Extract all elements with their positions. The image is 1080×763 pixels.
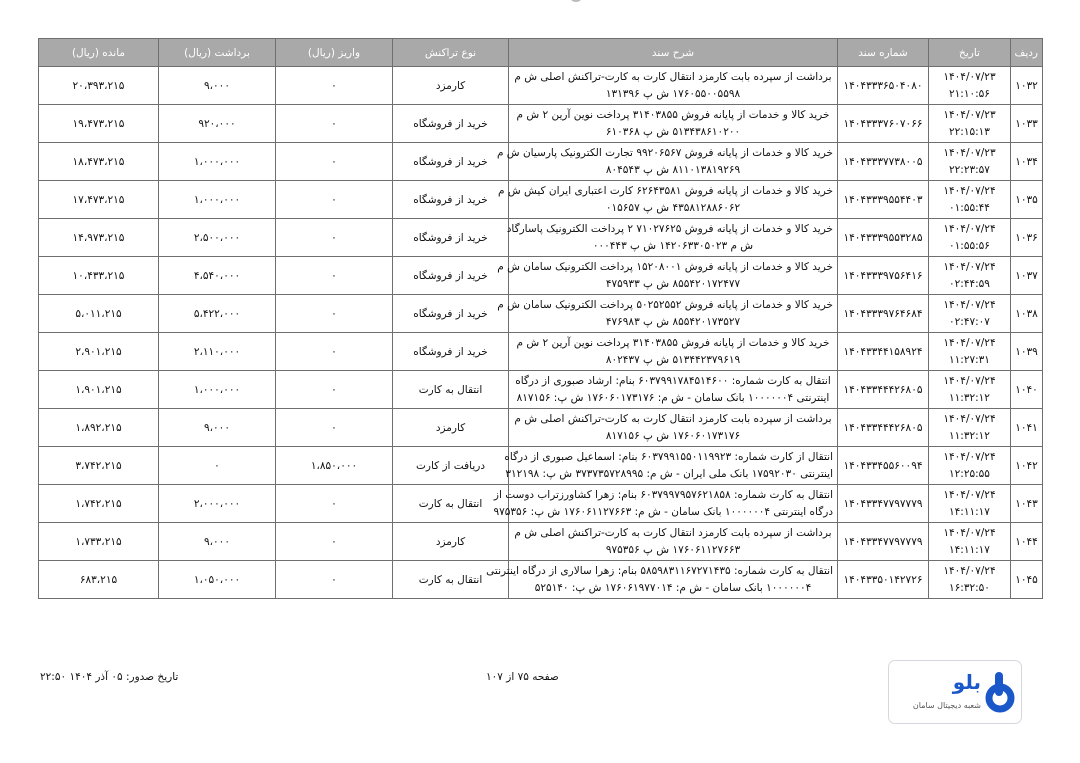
cell-date-day: ۱۴۰۴/۰۷/۲۴ xyxy=(943,450,996,463)
page-number: صفحه ۷۵ از ۱۰۷ xyxy=(486,671,559,683)
cell-date-time: ۲۲:۱۵:۱۳ xyxy=(949,125,990,138)
cell-date xyxy=(929,67,1011,105)
cell-date-time: ۱۴:۱۱:۱۷ xyxy=(949,543,990,556)
cell-tx-type: کارمزد xyxy=(393,67,509,105)
cell-row-number: ۱۰۳۳ xyxy=(1011,105,1043,143)
cell-description-line2: اینترنتی ۱۷۵۹۲۰۳۰ بانک ملی ایران - ش م: ۳۷۳۷۳۵۷۲۸۹۹۵ ش پ: ۳۱۲۱۹۸ xyxy=(505,467,833,480)
cell-deposit: ۰ xyxy=(276,295,393,333)
cell-doc-number: ۱۴۰۴۳۳۵۰۱۴۲۷۲۶ xyxy=(838,561,929,599)
cell-balance: ۱،۹۰۱،۲۱۵ xyxy=(39,371,159,409)
cell-description-line2: ۸۵۵۴۲۰۱۷۳۵۲۷ ش پ ۴۷۶۹۸۳ xyxy=(605,315,741,328)
cell-doc-number: ۱۴۰۴۳۳۳۹۵۵۳۲۸۵ xyxy=(838,219,929,257)
cell-withdrawal: ۲،۵۰۰،۰۰۰ xyxy=(159,219,276,257)
cell-withdrawal: ۴،۵۴۰،۰۰۰ xyxy=(159,257,276,295)
cell-tx-type: خرید از فروشگاه xyxy=(393,181,509,219)
cell-balance: ۱۷،۴۷۳،۲۱۵ xyxy=(39,181,159,219)
cell-description xyxy=(496,143,838,181)
header-date: تاریخ xyxy=(929,39,1011,67)
cell-description-line2: ۸۱۱۰۱۳۸۱۹۲۶۹ ش پ ۸۰۴۵۴۳ xyxy=(605,163,741,176)
table-row xyxy=(39,219,1043,257)
cell-description xyxy=(509,409,838,447)
cell-row-number: ۱۰۴۲ xyxy=(1011,447,1043,485)
table-row xyxy=(39,105,1043,143)
cell-description-line2: ۵۱۳۴۳۸۶۱۰۲۰۰ ش پ ۶۱۰۳۶۸ xyxy=(605,125,741,138)
cell-balance: ۳،۷۴۲،۲۱۵ xyxy=(39,447,159,485)
cell-deposit: ۰ xyxy=(276,561,393,599)
cell-date-day: ۱۴۰۴/۰۷/۲۴ xyxy=(943,564,996,577)
cell-description-line1: انتقال به کارت شماره: ۶۰۳۷۹۹۱۷۸۴۵۱۴۶۰۰ بنام: ارشاد صبوری از درگاه xyxy=(515,374,831,387)
cell-description-line2: درگاه اینترنتی ۱۰۰۰۰۰۰۴ بانک سامان - ش م: ۱۷۶۰۶۱۱۲۷۶۶۳ ش پ: ۹۷۵۳۵۶ xyxy=(493,505,833,518)
cell-description-line1: خرید کالا و خدمات از پایانه فروش ۵۰۲۵۲۵۵۲ پرداخت الکترونیک سامان ش م xyxy=(497,298,833,311)
cell-description xyxy=(497,257,838,295)
cell-deposit: ۰ xyxy=(276,67,393,105)
header-description: شرح سند xyxy=(509,39,838,67)
cell-tx-type: خرید از فروشگاه xyxy=(393,295,509,333)
cell-withdrawal: ۱،۰۰۰،۰۰۰ xyxy=(159,181,276,219)
header-balance: مانده (ریال) xyxy=(39,39,159,67)
cell-doc-number: ۱۴۰۴۳۳۴۴۱۵۸۹۲۴ xyxy=(838,333,929,371)
cell-deposit: ۰ xyxy=(276,143,393,181)
cell-balance: ۱۰،۴۳۳،۲۱۵ xyxy=(39,257,159,295)
table-body xyxy=(39,67,1043,599)
cell-deposit: ۱،۸۵۰،۰۰۰ xyxy=(276,447,393,485)
cell-description xyxy=(509,67,838,105)
cell-date-day: ۱۴۰۴/۰۷/۲۴ xyxy=(943,374,996,387)
cell-row-number: ۱۰۴۰ xyxy=(1011,371,1043,409)
cell-date-time: ۰۲:۴۷:۰۷ xyxy=(949,315,990,328)
cell-description-line1: برداشت از سپرده بابت کارمزد انتقال کارت به کارت-تراکنش اصلی ش م xyxy=(514,526,832,539)
table-row xyxy=(39,67,1043,105)
cell-tx-type: کارمزد xyxy=(393,409,509,447)
cell-date xyxy=(929,219,1011,257)
table-header-row xyxy=(39,39,1043,67)
cell-tx-type: خرید از فروشگاه xyxy=(393,143,509,181)
table-row xyxy=(39,333,1043,371)
cell-tx-type: انتقال به کارت xyxy=(393,371,509,409)
cell-balance: ۱۹،۴۷۳،۲۱۵ xyxy=(39,105,159,143)
header-deposit: واریز (ریال) xyxy=(276,39,393,67)
cell-description-line2: ۱۷۶۰۵۵۰۰۵۵۹۸ ش پ ۱۳۱۳۹۶ xyxy=(605,87,741,100)
cell-doc-number: ۱۴۰۴۳۳۴۴۴۲۶۸۰۵ xyxy=(838,371,929,409)
table-row xyxy=(39,409,1043,447)
cell-doc-number: ۱۴۰۴۳۳۳۹۷۶۴۶۸۴ xyxy=(838,295,929,333)
cell-row-number: ۱۰۴۱ xyxy=(1011,409,1043,447)
cell-description-line2: ۸۵۵۴۲۰۱۷۲۴۷۷ ش پ ۴۷۵۹۳۳ xyxy=(605,277,741,290)
cell-date xyxy=(929,485,1011,523)
cell-description xyxy=(509,105,838,143)
cell-date-day: ۱۴۰۴/۰۷/۲۳ xyxy=(943,146,996,159)
cell-doc-number: ۱۴۰۴۳۳۴۷۷۹۷۷۷۹ xyxy=(838,485,929,523)
table-row xyxy=(39,523,1043,561)
cell-date-day: ۱۴۰۴/۰۷/۲۳ xyxy=(943,108,996,121)
cell-doc-number: ۱۴۰۴۳۳۴۷۷۹۷۷۷۹ xyxy=(838,523,929,561)
cell-description-line2: ۵۱۳۴۴۲۳۷۹۶۱۹ ش پ ۸۰۲۴۳۷ xyxy=(605,353,741,366)
cell-tx-type: خرید از فروشگاه xyxy=(393,219,509,257)
table-row xyxy=(39,447,1043,485)
cell-date xyxy=(929,447,1011,485)
header-withdrawal: برداشت (ریال) xyxy=(159,39,276,67)
issue-date: تاریخ صدور: ۰۵ آذر ۱۴۰۴ ۲۲:۵۰ xyxy=(40,671,179,683)
cell-doc-number: ۱۴۰۴۳۳۴۵۵۶۰۰۹۴ xyxy=(838,447,929,485)
cell-description-line1: خرید کالا و خدمات از پایانه فروش ۳۱۴۰۳۸۵۵ پرداخت نوین آرین ۲ ش م xyxy=(516,336,830,349)
cell-description-line1: انتقال به کارت شماره: ۶۰۳۷۹۹۷۹۵۷۶۲۱۸۵۸ بنام: زهرا کشاورزتراب دوست از xyxy=(493,488,833,501)
cell-description-line1: خرید کالا و خدمات از پایانه فروش ۷۱۰۲۷۶۲۵ ۲ پرداخت الکترونیک پاسارگاد xyxy=(506,222,833,235)
cell-description xyxy=(497,295,838,333)
cell-date-time: ۱۱:۳۲:۱۲ xyxy=(949,391,990,404)
cell-date xyxy=(929,409,1011,447)
scan-artifact xyxy=(571,0,581,2)
cell-row-number: ۱۰۳۷ xyxy=(1011,257,1043,295)
table-row xyxy=(39,295,1043,333)
cell-deposit: ۰ xyxy=(276,219,393,257)
cell-date-day: ۱۴۰۴/۰۷/۲۴ xyxy=(943,260,996,273)
cell-withdrawal: ۵،۴۲۲،۰۰۰ xyxy=(159,295,276,333)
cell-tx-type: انتقال به کارت xyxy=(393,485,509,523)
cell-date-time: ۱۴:۱۱:۱۷ xyxy=(949,505,990,518)
cell-balance: ۲،۹۰۱،۲۱۵ xyxy=(39,333,159,371)
cell-date-time: ۲۱:۱۰:۵۶ xyxy=(949,87,990,100)
cell-balance: ۵،۰۱۱،۲۱۵ xyxy=(39,295,159,333)
cell-withdrawal: ۹۲۰،۰۰۰ xyxy=(159,105,276,143)
cell-date xyxy=(929,143,1011,181)
cell-description-line1: خرید کالا و خدمات از پایانه فروش ۹۹۲۰۶۵۶۷ تجارت الکترونیک پارسیان ش م xyxy=(496,146,833,159)
cell-deposit: ۰ xyxy=(276,333,393,371)
cell-tx-type: دریافت از کارت xyxy=(393,447,509,485)
cell-date-day: ۱۴۰۴/۰۷/۲۳ xyxy=(943,70,996,83)
cell-deposit: ۰ xyxy=(276,105,393,143)
cell-description-line2: ۱۰۰۰۰۰۰۴ بانک سامان - ش م: ۱۷۶۰۶۱۹۷۷۰۱۴ ش پ: ۵۲۵۱۴۰ xyxy=(534,581,812,594)
cell-tx-type: کارمزد xyxy=(393,523,509,561)
header-row-number: ردیف xyxy=(1011,39,1043,67)
cell-date-time: ۰۱:۵۵:۵۶ xyxy=(949,239,990,252)
cell-date xyxy=(929,105,1011,143)
cell-date-time: ۱۲:۲۵:۵۵ xyxy=(949,467,990,480)
cell-date-time: ۰۲:۴۴:۵۹ xyxy=(949,277,990,290)
table-row xyxy=(39,371,1043,409)
cell-date xyxy=(929,333,1011,371)
cell-doc-number: ۱۴۰۴۳۳۳۶۵۰۴۰۸۰ xyxy=(838,67,929,105)
cell-description xyxy=(486,561,838,599)
cell-description-line1: خرید کالا و خدمات از پایانه فروش ۱۵۲۰۸۰۰۱ پرداخت الکترونیک سامان ش م xyxy=(497,260,833,273)
table-row xyxy=(39,561,1043,599)
cell-description-line2: ۴۳۵۸۱۲۸۸۶۰۶۲ ش پ ۰۱۵۶۵۷ xyxy=(605,201,741,214)
cell-date xyxy=(929,371,1011,409)
cell-balance: ۱۸،۴۷۳،۲۱۵ xyxy=(39,143,159,181)
cell-balance: ۲۰،۳۹۳،۲۱۵ xyxy=(39,67,159,105)
cell-description-line2: ۱۷۶۰۶۰۱۷۳۱۷۶ ش پ ۸۱۷۱۵۶ xyxy=(605,429,741,442)
cell-date-day: ۱۴۰۴/۰۷/۲۴ xyxy=(943,412,996,425)
cell-row-number: ۱۰۳۹ xyxy=(1011,333,1043,371)
cell-row-number: ۱۰۳۵ xyxy=(1011,181,1043,219)
cell-withdrawal: ۱،۰۰۰،۰۰۰ xyxy=(159,371,276,409)
table-row xyxy=(39,181,1043,219)
cell-tx-type: خرید از فروشگاه xyxy=(393,257,509,295)
cell-tx-type: خرید از فروشگاه xyxy=(393,333,509,371)
cell-description xyxy=(493,485,838,523)
table-row xyxy=(39,257,1043,295)
cell-date-time: ۰۱:۵۵:۴۴ xyxy=(949,201,990,214)
cell-doc-number: ۱۴۰۴۳۳۳۹۵۵۴۴۰۳ xyxy=(838,181,929,219)
cell-withdrawal: ۰ xyxy=(159,447,276,485)
cell-withdrawal: ۱،۰۵۰،۰۰۰ xyxy=(159,561,276,599)
cell-description xyxy=(509,371,838,409)
cell-date xyxy=(929,295,1011,333)
cell-description xyxy=(504,447,838,485)
cell-date-time: ۱۱:۲۷:۳۱ xyxy=(949,353,990,366)
cell-tx-type: انتقال به کارت xyxy=(393,561,509,599)
cell-row-number: ۱۰۴۵ xyxy=(1011,561,1043,599)
bank-logo xyxy=(888,660,1022,724)
cell-deposit: ۰ xyxy=(276,523,393,561)
cell-row-number: ۱۰۴۳ xyxy=(1011,485,1043,523)
cell-deposit: ۰ xyxy=(276,485,393,523)
cell-date-time: ۱۶:۳۲:۵۰ xyxy=(949,581,990,594)
cell-description-line1: خرید کالا و خدمات از پایانه فروش ۶۲۶۴۳۵۸۱ کارت اعتباری ایران کیش ش م xyxy=(498,184,833,197)
cell-description xyxy=(506,219,838,257)
cell-date xyxy=(929,181,1011,219)
cell-date-day: ۱۴۰۴/۰۷/۲۴ xyxy=(943,526,996,539)
cell-withdrawal: ۱،۰۰۰،۰۰۰ xyxy=(159,143,276,181)
cell-date-time: ۲۲:۲۳:۵۷ xyxy=(949,163,990,176)
cell-description-line2: ش م ۱۴۲۰۶۳۳۰۵۰۲۳ ش پ ۰۰۰۴۴۳ xyxy=(592,239,754,252)
cell-description-line2: ۱۷۶۰۶۱۱۲۷۶۶۳ ش پ ۹۷۵۳۵۶ xyxy=(605,543,741,556)
cell-date-day: ۱۴۰۴/۰۷/۲۴ xyxy=(943,184,996,197)
cell-date-day: ۱۴۰۴/۰۷/۲۴ xyxy=(943,336,996,349)
logo-subtitle: شعبه دیجیتال سامان xyxy=(912,701,981,710)
table-row xyxy=(39,485,1043,523)
cell-balance: ۱،۷۴۲،۲۱۵ xyxy=(39,485,159,523)
cell-deposit: ۰ xyxy=(276,181,393,219)
table-row xyxy=(39,143,1043,181)
cell-balance: ۱،۷۳۳،۲۱۵ xyxy=(39,523,159,561)
statement-table-wrapper xyxy=(38,38,1042,599)
cell-balance: ۱۴،۹۷۳،۲۱۵ xyxy=(39,219,159,257)
cell-deposit: ۰ xyxy=(276,409,393,447)
cell-withdrawal: ۲،۰۰۰،۰۰۰ xyxy=(159,485,276,523)
cell-row-number: ۱۰۳۶ xyxy=(1011,219,1043,257)
cell-description xyxy=(509,523,838,561)
cell-description xyxy=(509,333,838,371)
cell-description-line1: برداشت از سپرده بابت کارمزد انتقال کارت به کارت-تراکنش اصلی ش م xyxy=(514,70,832,83)
cell-doc-number: ۱۴۰۴۳۳۳۷۷۳۸۰۰۵ xyxy=(838,143,929,181)
cell-description-line1: انتقال از کارت شماره: ۶۰۳۷۹۹۱۵۵۰۱۱۹۹۲۳ بنام: اسماعیل صبوری از درگاه xyxy=(504,450,833,463)
logo-name: بلو xyxy=(952,670,981,694)
cell-doc-number: ۱۴۰۴۳۳۳۷۶۰۷۰۶۶ xyxy=(838,105,929,143)
cell-date-day: ۱۴۰۴/۰۷/۲۴ xyxy=(943,222,996,235)
cell-row-number: ۱۰۴۴ xyxy=(1011,523,1043,561)
cell-balance: ۱،۸۹۲،۲۱۵ xyxy=(39,409,159,447)
cell-withdrawal: ۲،۱۱۰،۰۰۰ xyxy=(159,333,276,371)
cell-doc-number: ۱۴۰۴۳۳۳۹۷۵۶۴۱۶ xyxy=(838,257,929,295)
cell-description xyxy=(498,181,838,219)
cell-doc-number: ۱۴۰۴۳۳۴۴۴۲۶۸۰۵ xyxy=(838,409,929,447)
cell-date xyxy=(929,561,1011,599)
cell-withdrawal: ۹،۰۰۰ xyxy=(159,67,276,105)
cell-row-number: ۱۰۳۸ xyxy=(1011,295,1043,333)
cell-withdrawal: ۹،۰۰۰ xyxy=(159,409,276,447)
header-tx-type: نوع تراکنش xyxy=(393,39,509,67)
cell-date-day: ۱۴۰۴/۰۷/۲۴ xyxy=(943,488,996,501)
transactions-table xyxy=(38,38,1043,599)
cell-date-time: ۱۱:۳۲:۱۲ xyxy=(949,429,990,442)
header-doc-number: شماره سند xyxy=(838,39,929,67)
cell-deposit: ۰ xyxy=(276,371,393,409)
cell-description-line1: برداشت از سپرده بابت کارمزد انتقال کارت به کارت-تراکنش اصلی ش م xyxy=(514,412,832,425)
cell-balance: ۶۸۳،۲۱۵ xyxy=(39,561,159,599)
cell-date-day: ۱۴۰۴/۰۷/۲۴ xyxy=(943,298,996,311)
cell-tx-type: خرید از فروشگاه xyxy=(393,105,509,143)
cell-date xyxy=(929,257,1011,295)
cell-description-line1: انتقال به کارت شماره: ۵۸۵۹۸۳۱۱۶۷۲۷۱۴۳۵ بنام: زهرا سالاری از درگاه اینترنتی xyxy=(486,564,833,577)
blu-logo-icon xyxy=(985,670,1015,714)
cell-deposit: ۰ xyxy=(276,257,393,295)
cell-date xyxy=(929,523,1011,561)
cell-row-number: ۱۰۳۲ xyxy=(1011,67,1043,105)
cell-description-line1: خرید کالا و خدمات از پایانه فروش ۳۱۴۰۳۸۵۵ پرداخت نوین آرین ۲ ش م xyxy=(516,108,830,121)
cell-withdrawal: ۹،۰۰۰ xyxy=(159,523,276,561)
cell-description-line2: اینترنتی ۱۰۰۰۰۰۰۴ بانک سامان - ش م: ۱۷۶۰۶۰۱۷۳۱۷۶ ش پ: ۸۱۷۱۵۶ xyxy=(516,391,830,404)
cell-row-number: ۱۰۳۴ xyxy=(1011,143,1043,181)
